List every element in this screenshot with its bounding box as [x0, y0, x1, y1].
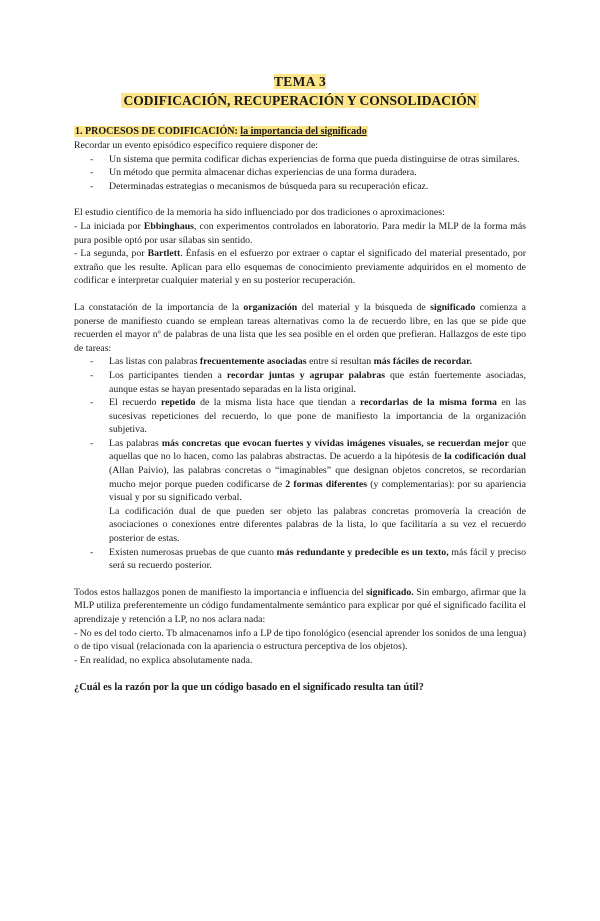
emphasis: repetido — [160, 397, 196, 409]
list-item: - Determinadas estrategias o mecanismos de búsqueda para su recuperación eficaz. — [90, 180, 526, 194]
list-item — [90, 355, 526, 369]
emphasis: más fáciles de recordar. — [373, 356, 473, 368]
text-run: Existen numerosas pruebas de que cuanto — [109, 546, 277, 558]
text-run: entre sí resultan — [306, 356, 374, 368]
emphasis: frecuentemente asociadas — [199, 356, 307, 368]
text-run: La codificación dual de que pueden ser objeto las palabras concretas promovería la creación de asociaciones o conexiones entre diferentes palabras de la lista, lo que facilitaría a su vez el recuerdo posterior de estas. — [109, 505, 526, 545]
text-run: más fácil y preciso será su recuerdo posterior. — [109, 546, 526, 572]
text-run: La constatación de la importancia de la — [74, 301, 244, 313]
text-run: Las listas con palabras — [109, 356, 200, 368]
text-run: - La iniciada por — [74, 220, 144, 232]
emphasis: organización — [243, 301, 298, 313]
text-run: El recuerdo — [109, 397, 161, 409]
topic-title-text: CODIFICACIÓN, RECUPERACIÓN Y CONSOLIDACIÓN — [123, 93, 477, 108]
text-run: que aquellas que no lo hacen, como las palabras abstractas. De acuerdo a la hipótesis de — [109, 437, 526, 463]
text-run: Sin embargo, afirmar que la MLP utiliza preferentemente un código fundamentalmente semántico para explicar por qué el significado facilita el aprendizaje y retención a LP, no nos aclara nada: — [74, 586, 527, 625]
emphasis: la codificación dual — [444, 451, 526, 463]
section-heading — [74, 125, 526, 139]
title-block — [74, 73, 526, 110]
tradition-ebbinghaus — [74, 220, 526, 247]
requirements-intro: Recordar un evento episódico específico requiere disponer de: — [74, 140, 319, 151]
list-item — [90, 369, 526, 396]
text-run: , con experimentos controlados en laboratorio. Para medir la MLP de la forma más pura posible optó por usar sílabas sin sentido. — [74, 220, 526, 246]
list-item — [90, 546, 526, 573]
topic-number — [74, 73, 526, 91]
conclusion-paragraph — [74, 586, 526, 627]
traditions-intro: El estudio científico de la memoria ha sido influenciado por dos tradiciones o aproximaciones: — [74, 207, 445, 219]
list-item — [90, 396, 526, 437]
emphasis: 2 formas diferentes — [285, 478, 368, 490]
list-item — [90, 437, 526, 546]
text-run: . Énfasis en el esfuerzo por extraer o captar el significado del material presentado, por extraño que les resulte. Aplican para ello esquemas de conocimiento previamente adquiridos en el momento de codificar e interpretar cualquier material y en su posterior recuperación. — [74, 248, 526, 287]
requirements-list — [74, 153, 526, 194]
section-heading-highlight — [74, 126, 368, 137]
findings-list — [74, 355, 526, 573]
text-run: en las sucesivas repeticiones del recuerdo, lo que pone de manifiesto la importancia de la organización subjetiva. — [109, 397, 527, 436]
text-run: que están fuertemente asociadas, aunque estas se hayan presentado separadas en la lista original. — [109, 369, 526, 395]
emphasis: Ebbinghaus — [143, 220, 194, 232]
text-run: Los participantes tienden a — [109, 369, 227, 381]
section-heading-prefix: 1. PROCESOS DE CODIFICACIÓN: — [75, 126, 241, 137]
document-page — [0, 73, 600, 921]
text-run: comienza a ponerse de manifiesto cuando se emplean tareas alternativas como la de recuerdo libre, en las que se pide que recuerden el mayor nº de palabras de una lista que les sea posible en el orden que prefieran. Hallazgos de este tipo de tareas: — [74, 301, 526, 354]
topic-number-text: TEMA 3 — [273, 74, 327, 89]
list-item: - Un sistema que permita codificar dichas experiencias de forma que pueda distinguirse de otras similares. — [90, 153, 526, 167]
topic-title — [74, 92, 526, 110]
emphasis: más concretas que evocan fuertes y vívidas imágenes visuales, se recuerdan mejor — [161, 437, 509, 449]
conclusion-point: - En realidad, no explica absolutamente nada. — [74, 654, 253, 666]
text-run: Las palabras — [109, 437, 162, 449]
emphasis: significado. — [366, 586, 414, 598]
emphasis: recordar juntas y agrupar palabras — [226, 369, 386, 381]
text-run: del material y la búsqueda de — [297, 301, 431, 313]
emphasis: significado — [430, 301, 476, 313]
text-run: (Allan Paivio), las palabras concretas o “imaginables” que designan objetos concretos, se recordarían mucho mejor porque pueden codificarse de — [109, 465, 526, 490]
text-run: Todos estos hallazgos ponen de manifiesto la importancia e influencia del — [74, 586, 367, 598]
organization-paragraph — [74, 301, 526, 355]
section-body — [74, 139, 526, 667]
text-run: - La segunda, por — [74, 248, 148, 260]
text-run: (y complementarias): por su apariencia visual y por su significado verbal. — [109, 478, 526, 504]
emphasis: Bartlett — [147, 248, 181, 260]
list-item: - Un método que permita almacenar dichas experiencias de una forma duradera. — [90, 166, 526, 180]
text-run: de la misma lista hace que tiendan a — [195, 397, 360, 409]
tradition-bartlett — [74, 247, 526, 288]
question-heading: ¿Cuál es la razón por la que un código basado en el significado resulta tan útil? — [74, 682, 424, 694]
emphasis: recordarlas de la misma forma — [359, 397, 497, 409]
conclusion-point: - No es del todo cierto. Tb almacenamos info a LP de tipo fonológico (esencial aprender los sonidos de una lengua) o de tipo visual (relacionada con la apariencia o estructura perceptiva de los objetos). — [74, 627, 526, 653]
emphasis: más redundante y predecible es un texto, — [276, 546, 449, 558]
section-heading-underlined: la importancia del significado — [240, 126, 367, 137]
